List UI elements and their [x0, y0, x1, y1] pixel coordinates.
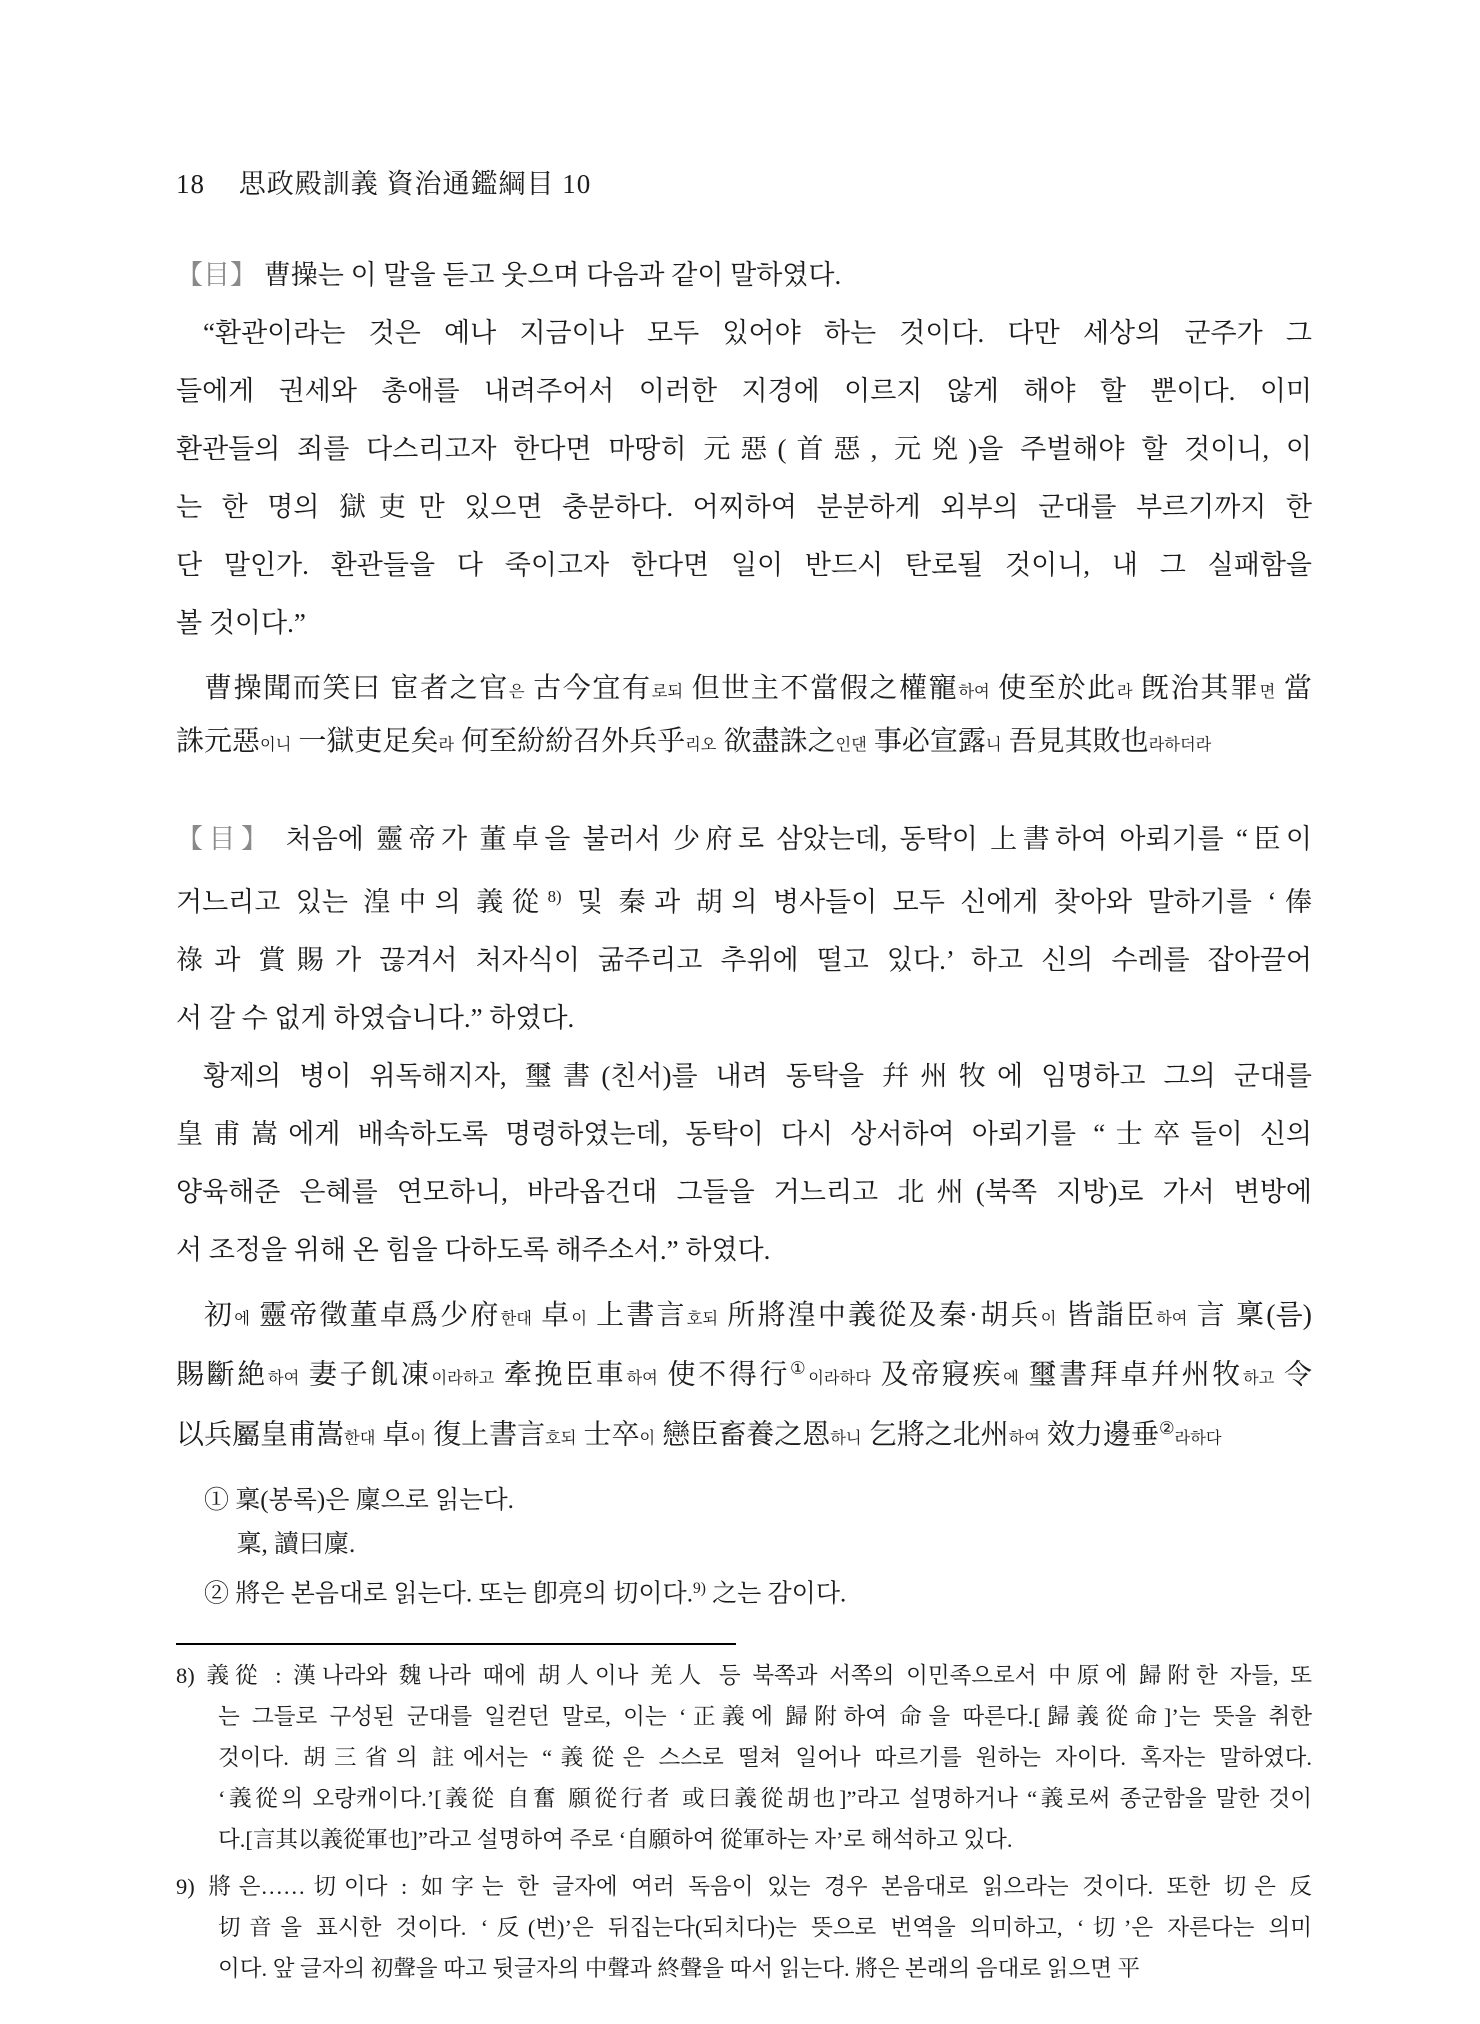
text-line: [176, 1105, 1312, 1163]
text-run: 一獄吏足矣: [291, 726, 439, 757]
text-line: [176, 1655, 1312, 1696]
text-line: [176, 1163, 1312, 1221]
text-run: 祿과 賞賜가 끊겨서 처자식이 굶주리고 추위에 떨고 있다.’ 하고 신의 수레를 잡아끌어: [176, 945, 1312, 976]
text-run: 戀臣畜養之恩: [655, 1419, 831, 1451]
original-text-1: [176, 664, 1312, 770]
reading-gloss: 이라하고: [431, 1369, 495, 1388]
text-run: 皇甫嵩에게 배속하도록 명령하였는데, 동탁이 다시 상서하여 아뢰기를 “士卒들이 신의: [176, 1119, 1312, 1150]
text-run: ② 將은 본음대로 읽는다. 또는 卽亮의 切이다.: [204, 1580, 693, 1608]
text-run: 환관들의 죄를 다스리고자 한다면 마땅히 元惡(首惡, 元兇)을 주벌해야 할 것이니, 이: [176, 434, 1312, 464]
text-line: [176, 420, 1312, 478]
text-run: 거느리고 있는 湟中의 義從: [176, 887, 548, 918]
text-line: [218, 1948, 1312, 1989]
text-line: [218, 1907, 1312, 1948]
text-run: 양육해준 은혜를 연모하니, 바라옵건대 그들을 거느리고 北州(북쪽 지방)로 가서 변방에: [176, 1177, 1312, 1208]
text-line: [176, 664, 1312, 717]
text-run: 다.[言其以義從軍也]”라고 설명하여 주로 ‘自願하여 從軍하는 자’로 해석하고 있다.: [218, 1826, 1013, 1852]
text-line: [218, 1819, 1312, 1860]
text-run: 令: [1274, 1359, 1312, 1391]
reading-gloss: 라하더라: [1148, 736, 1212, 754]
text-run: 乞將之北州: [861, 1419, 1009, 1451]
text-line: [176, 1404, 1312, 1464]
text-run: 및 秦과 胡의 병사들이 모두 신에게 찾아와 말하기를 ‘俸: [561, 887, 1312, 918]
text-line: [218, 1778, 1312, 1819]
text-run: 當: [1275, 673, 1312, 704]
text-line: [176, 1344, 1312, 1404]
reading-gloss: 호되: [686, 1310, 719, 1329]
reading-gloss: 로되: [651, 683, 684, 701]
reading-gloss: 이: [410, 1429, 427, 1448]
reading-gloss: 하여: [267, 1369, 300, 1388]
text-run: 曹操는 이 말을 듣고 웃으며 다음과 같이 말하였다.: [257, 260, 842, 290]
text-run: 及帝寢疾: [870, 1359, 1004, 1391]
text-line: [204, 1567, 1312, 1617]
text-line: [176, 717, 1312, 770]
reading-gloss: 이: [1040, 1310, 1057, 1329]
text-line: [176, 989, 1312, 1047]
text-run: 妻子飢凍: [299, 1359, 432, 1391]
text-run: 이다. 앞 글자의 初聲을 따고 뒷글자의 中聲과 終聲을 따서 읽는다. 將은 본래의 음대로 읽으면 平: [218, 1955, 1141, 1981]
reading-gloss: 이: [571, 1310, 587, 1329]
reading-gloss: 은: [508, 683, 525, 701]
reading-gloss: 하니: [830, 1429, 862, 1448]
text-line: [204, 1479, 1312, 1523]
text-line: [176, 810, 1312, 868]
text-run: 吾見其敗也: [1001, 726, 1149, 757]
paragraph-translation-intro: [176, 246, 1312, 304]
text-run: 以兵屬皇甫嵩: [176, 1419, 345, 1451]
text-run: 볼 것이다.”: [176, 608, 306, 638]
text-run: 使至於此: [989, 673, 1117, 704]
footnote-reference: ②: [1158, 1418, 1175, 1438]
footnote-reference: ①: [790, 1359, 809, 1379]
reading-gloss: 하여: [958, 683, 990, 701]
reading-gloss: 한대: [344, 1429, 376, 1448]
text-run: 所將湟中義從及秦·胡兵: [718, 1300, 1041, 1332]
book-title: 思政殿訓義 資治通鑑綱目 10: [238, 169, 592, 199]
text-run: 復上書言: [426, 1419, 546, 1451]
text-run: 처음에 靈帝가 董卓을 불러서 少府로 삼았는데, 동탁이 上書하여 아뢰기를 “臣이: [273, 824, 1312, 854]
reading-gloss: 인댄: [835, 736, 867, 754]
reading-gloss: 면: [1259, 683, 1276, 701]
text-line: [176, 478, 1312, 536]
text-run: 曹操聞而笑曰 宦者之官: [204, 673, 509, 704]
footnotes: [176, 1655, 1312, 1989]
text-run: 는 그들로 구성된 군대를 일컫던 말로, 이는 ‘正義에 歸附하여 命을 따른다.[歸義從命]’는 뜻을 취한: [218, 1703, 1312, 1729]
text-run: 9) 將은……切이다 : 如字는 한 글자에 여러 독음이 있는 경우 본음대로 읽으라는 것이다. 또한 切은 反: [176, 1873, 1312, 1899]
reading-gloss: 라하다: [1174, 1429, 1222, 1448]
text-run: 效力邊垂: [1039, 1419, 1159, 1451]
text-line: [176, 246, 1312, 304]
text-line: [176, 594, 1312, 652]
page-number: 18: [176, 169, 205, 199]
text-run: 卓: [531, 1300, 572, 1332]
text-run: 欲盡誅之: [716, 726, 836, 757]
text-line: [176, 1221, 1312, 1279]
text-run: 誅元惡: [176, 726, 261, 757]
text-run: 士卒: [576, 1419, 640, 1451]
text-run: 들에게 권세와 총애를 내려주어서 이러한 지경에 이르지 않게 해야 할 뿐이다. 이미: [176, 376, 1312, 406]
paragraph-translation-decree: [176, 1047, 1312, 1279]
reading-gloss: 이: [639, 1429, 656, 1448]
text-run: 事必宣露: [866, 726, 986, 757]
text-run: “환관이라는 것은 예나 지금이나 모두 있어야 하는 것이다. 다만 세상의 군주가 그: [203, 318, 1312, 348]
paragraph-translation-quote: [176, 304, 1312, 652]
text-line: [176, 536, 1312, 594]
text-line: [176, 931, 1312, 989]
text-run: 牽挽臣車: [494, 1359, 627, 1391]
text-run: 璽書拜卓幷州牧: [1018, 1359, 1243, 1391]
text-run: 卓: [375, 1419, 411, 1451]
reading-gloss: 하여: [1156, 1310, 1188, 1329]
text-run: 賜斷絶: [176, 1359, 268, 1391]
reading-gloss: 이니: [260, 736, 292, 754]
text-run: 但世主不當假之權寵: [683, 673, 959, 704]
reading-gloss: 에: [234, 1310, 250, 1329]
text-run: 何至紛紛召外兵乎: [454, 726, 686, 757]
text-line: [176, 1291, 1312, 1344]
text-line: [218, 1696, 1312, 1737]
text-run: 切音을 표시한 것이다. ‘反(번)’은 뒤집는다(되치다)는 뜻으로 번역을 의미하고, ‘切’은 자른다는 의미: [218, 1914, 1312, 1940]
text-line: [204, 1523, 1312, 1567]
text-run: 旣治其罪: [1132, 673, 1260, 704]
text-run: 8) 義從 : 漢나라와 魏나라 때에 胡人이나 羌人 등 북쪽과 서쪽의 이민족으로서 中原에 歸附한 자들, 또: [176, 1662, 1312, 1688]
text-run: 之는 감이다.: [705, 1580, 847, 1608]
text-run: 것이다. 胡三省의 註에서는 “義從은 스스로 떨쳐 일어나 따르기를 원하는 자이다. 혹자는 말하였다.: [218, 1744, 1312, 1770]
text-run: 上書言: [587, 1300, 687, 1332]
reading-gloss: 니: [985, 736, 1002, 754]
text-run: 使不得行: [657, 1359, 791, 1391]
reading-gloss: 호되: [545, 1429, 577, 1448]
text-line: [218, 1737, 1312, 1778]
text-run: 는 한 명의 獄吏만 있으면 충분하다. 어찌하여 분분하게 외부의 군대를 부르기까지 한: [176, 492, 1312, 522]
text-run: ① 稟(봉록)은 廩으로 읽는다.: [204, 1487, 514, 1515]
text-run: ‘義從의 오랑캐이다.’[義從 自奮 願從行者 或曰義從胡也]”라고 설명하거나 “義로써 종군함을 말한 것이: [218, 1785, 1312, 1811]
section-marker: 【目】: [176, 824, 274, 854]
original-text-2: [176, 1291, 1312, 1463]
reading-gloss: 하고: [1242, 1369, 1275, 1388]
text-run: 靈帝徵董卓爲少府: [249, 1300, 501, 1332]
text-line: [176, 362, 1312, 420]
reading-gloss: 이라하다: [808, 1369, 871, 1388]
text-run: 서 조정을 위해 온 힘을 다하도록 해주소서.” 하였다.: [176, 1235, 771, 1266]
text-line: [176, 304, 1312, 362]
text-run: 稟, 讀曰廩.: [236, 1531, 356, 1559]
footnote-reference: 8): [547, 887, 562, 906]
text-run: 古今宜有: [524, 673, 652, 704]
paragraph-translation-memorial: [176, 810, 1312, 1047]
footnote-reference: 9): [692, 1580, 706, 1598]
reading-gloss: 하여: [626, 1369, 658, 1388]
text-run: 서 갈 수 없게 하였습니다.” 하였다.: [176, 1003, 575, 1034]
page-header: [176, 168, 1312, 200]
text-run: 황제의 병이 위독해지자, 璽書(친서)를 내려 동탁을 幷州牧에 임명하고 그의 군대를: [203, 1061, 1312, 1092]
footnote-9: [176, 1866, 1312, 1989]
footnote-separator: [176, 1643, 736, 1645]
text-line: [176, 868, 1312, 931]
reading-gloss: 한대: [500, 1310, 532, 1329]
reading-gloss: 에: [1003, 1369, 1019, 1388]
text-run: 단 말인가. 환관들을 다 죽이고자 한다면 일이 반드시 탄로될 것이니, 내 그 실패함을: [176, 550, 1312, 580]
text-line: [176, 1047, 1312, 1105]
reading-gloss: 라: [1116, 683, 1133, 701]
text-run: 言 稟(름): [1187, 1300, 1312, 1332]
reading-gloss: 라: [438, 736, 455, 754]
text-run: 初: [204, 1300, 235, 1332]
text-run: 皆詣臣: [1056, 1300, 1157, 1332]
reading-gloss: 리오: [685, 736, 717, 754]
reading-gloss: 하여: [1008, 1429, 1040, 1448]
section-marker: 【目】: [176, 260, 257, 290]
reading-annotations: [176, 1479, 1312, 1617]
footnote-8: [176, 1655, 1312, 1860]
text-line: [176, 1866, 1312, 1907]
